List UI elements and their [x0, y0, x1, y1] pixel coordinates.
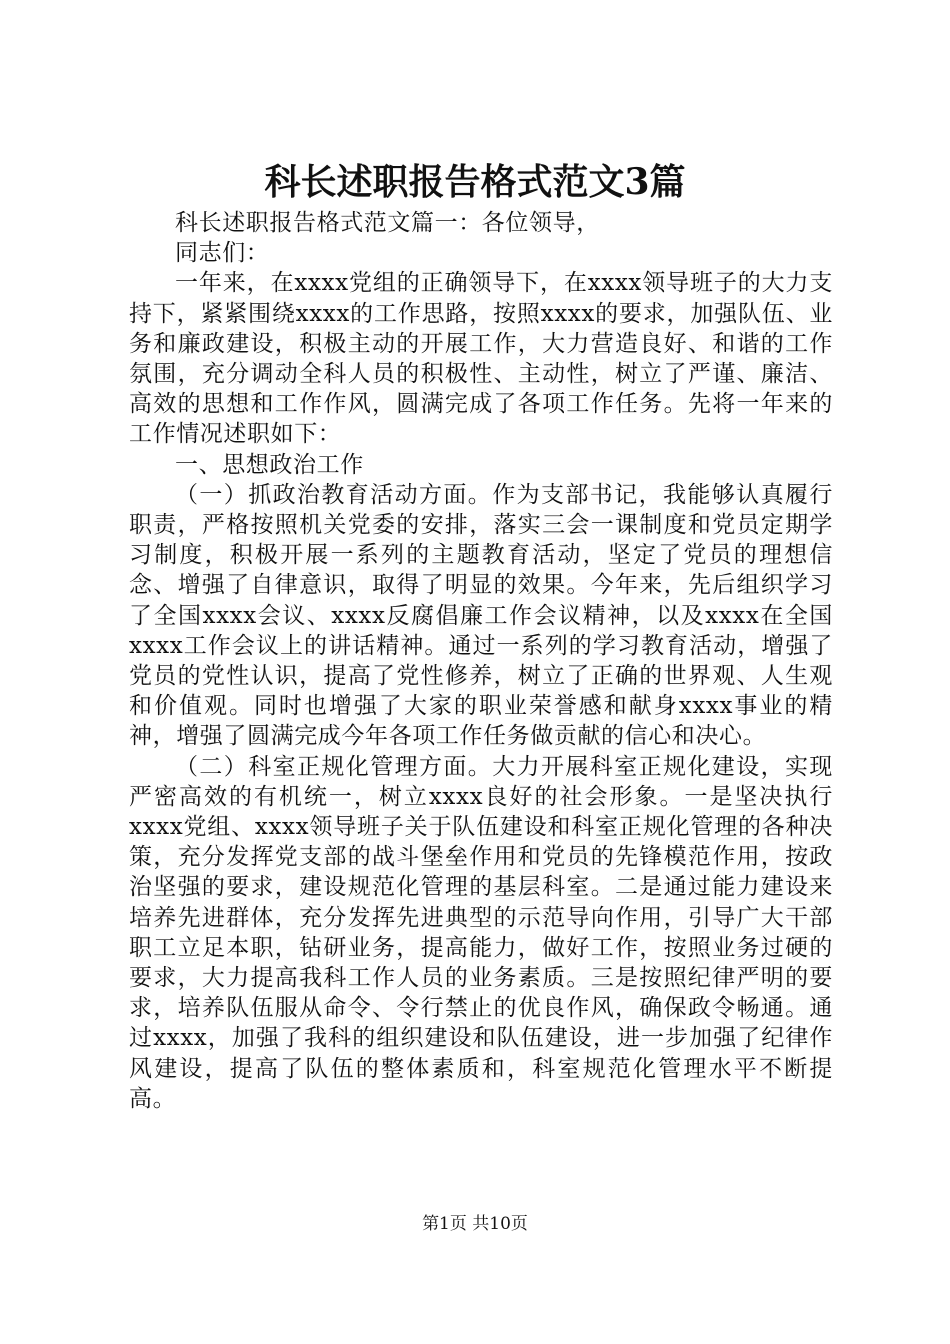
paragraph-office-management: （二）科室正规化管理方面。大力开展科室正规化建设，实现严密高效的有机统一，树立xxxx良好的社会形象。一是坚决执行xxxx党组、xxxx领导班子关于队伍建设和科室正规化管理的各种决策，充分发挥党支部的战斗堡垒作用和党员的先锋模范作用，按政治坚强的要求，建设规范化管理的基层科室。二是通过能力建设来培养先进群体，充分发挥先进典型的示范导向作用，引导广大干部职工立足本职，钻研业务，提高能力，做好工作，按照业务过硬的要求，大力提高我科工作人员的业务素质。三是按照纪律严明的要求，培养队伍服从命令、令行禁止的优良作风，确保政令畅通。通过xxxx，加强了我科的组织建设和队伍建设，进一步加强了纪律作风建设，提高了队伍的整体素质和，科室规范化管理水平不断提高。	[129, 753, 833, 1112]
document-body	[129, 208, 833, 1114]
paragraph-intro: 一年来，在xxxx党组的正确领导下，在xxxx领导班子的大力支持下，紧紧围绕xxxx的工作思路，按照xxxx的要求，加强队伍、业务和廉政建设，积极主动的开展工作，大力营造良好、和谐的工作氛围，充分调动全科人员的积极性、主动性，树立了严谨、廉洁、高效的思想和工作作风，圆满完成了各项工作任务。先将一年来的工作情况述职如下：	[129, 270, 833, 448]
paragraph-political-education: （一）抓政治教育活动方面。作为支部书记，我能够认真履行职责，严格按照机关党委的安排，落实三会一课制度和党员定期学习制度，积极开展一系列的主题教育活动，坚定了党员的理想信念、增强了自律意识，取得了明显的效果。今年来，先后组织学习了全国xxxx会议、xxxx反腐倡廉工作会议精神，以及xxxx在全国xxxx工作会议上的讲话精神。通过一系列的学习教育活动，增强了党员的党性认识，提高了党性修养，树立了正确的世界观、人生观和价值观。同时也增强了大家的职业荣誉感和献身xxxx事业的精神，增强了圆满完成今年各项工作任务做贡献的信心和决心。	[129, 481, 833, 750]
document-title: 科长述职报告格式范文3篇	[264, 161, 686, 203]
section-heading-ideology: 一、思想政治工作	[175, 451, 364, 478]
page-number-footer: 第1页 共10页	[422, 1214, 528, 1234]
paragraph-salutation: 同志们：	[175, 240, 270, 267]
paragraph-greeting: 科长述职报告格式范文篇一：各位领导，	[175, 210, 600, 236]
